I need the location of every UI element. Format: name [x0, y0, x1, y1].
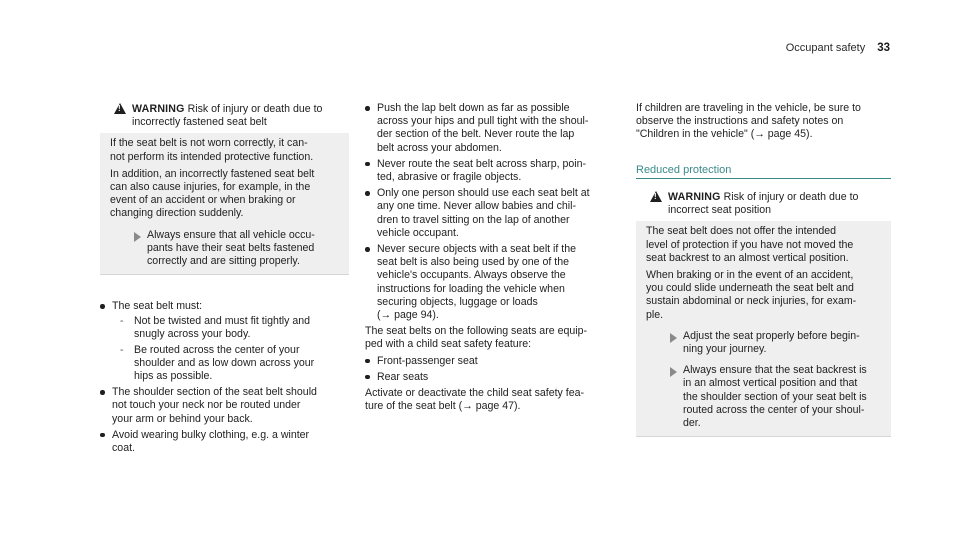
page-ref-link[interactable]: "Children in the vehicle" (→ page 45). [636, 128, 813, 141]
action-arrow-icon [670, 333, 677, 343]
action-arrow-icon [670, 367, 677, 377]
warning-header [100, 100, 349, 133]
paragraph: The seat belts on the following seats are equip- ped with a child seat safety feature: [365, 325, 588, 351]
warning-action: Adjust the seat properly before begin- ning your journey. [646, 330, 881, 356]
warning-paragraph: If the seat belt is not worn correctly, it can- not perform its intended protective function. [110, 137, 314, 163]
warning-box-seat-belt [100, 100, 349, 275]
page-number: 33 [877, 42, 890, 54]
list-item: Push the lap belt down as far as possible across your hips and pull tight with the shoul- der section of the belt. Never route the lap belt across your abdomen. [365, 102, 615, 155]
list-item: Never route the seat belt across sharp, poin- ted, abrasive or fragile objects. [365, 158, 615, 184]
warning-title-line: Risk of injury or death due to [723, 191, 859, 203]
section-title: Occupant safety [785, 42, 866, 54]
paragraph: Activate or deactivate the child seat safety fea- ture of the seat belt (→ page 47). [365, 387, 585, 413]
list-item: The seat belt must: - Not be twisted and must fit tightly and snugly across your body. - Be routed across the center of your shoulder and as low down across your hips as possible. [100, 300, 349, 383]
sub-list-item: - Not be twisted and must fit tightly and snugly across your body. [112, 315, 349, 341]
warning-action: Always ensure that the seat backrest is in an almost vertical position and that the shoulder section of your seat belt is routed across the center of your shoul- der. [646, 364, 881, 430]
warning-paragraph: When braking or in the event of an accident, you could slide underneath the seat belt and sustain abdominal or neck injuries, for exam- ple. [646, 269, 857, 321]
warning-paragraph: The seat belt does not offer the intended level of protection if you have not moved the seat backrest to an almost vertical position. [646, 225, 854, 264]
warning-header [636, 188, 891, 221]
page-header [786, 42, 890, 55]
warning-label: WARNING [132, 103, 185, 115]
warning-paragraph: In addition, an incorrectly fastened seat belt can also cause injuries, for example, in the event of an accident or when braking or changing direction suddenly. [110, 167, 315, 220]
warning-label: WARNING [668, 191, 721, 203]
warning-body [100, 133, 349, 274]
column-3-intro [636, 102, 891, 145]
warning-title-line: incorrectly fastened seat belt [132, 116, 267, 129]
list-item: The shoulder section of the seat belt should not touch your neck nor be routed under your arm or behind your back. [100, 386, 349, 426]
warning-body [636, 221, 891, 436]
warning-title-line: incorrect seat position [668, 204, 772, 217]
list-item: Avoid wearing bulky clothing, e.g. a winter coat. [100, 429, 349, 455]
section-heading: Reduced protection [636, 164, 732, 176]
column-1-list [100, 300, 349, 458]
warning-box-seat-position [636, 188, 891, 437]
warning-title-line: Risk of injury or death due to [187, 103, 323, 115]
list-item: Front-passenger seat [365, 355, 615, 368]
warning-triangle-icon [650, 191, 662, 202]
paragraph: If children are traveling in the vehicle, be sure to observe the instructions and safety notes on "Children in the vehicle" (→ page 45). [636, 102, 861, 141]
action-arrow-icon [134, 232, 141, 242]
heading-rule [636, 178, 891, 179]
list-item: Rear seats [365, 371, 615, 384]
list-item: Only one person should use each seat belt at any one time. Never allow babies and chil- dren to travel sitting on the lap of another vehicle occupant. [365, 187, 615, 240]
sub-list-item: - Be routed across the center of your shoulder and as low down across your hips as possible. [112, 344, 349, 384]
list-item: Never secure objects with a seat belt if the seat belt is also being used by one of the vehicle's occupants. Always observe the instructions for loading the vehicle when securing objects, luggage or loads (→ page 94). [365, 243, 615, 322]
page-ref-link[interactable]: (→ page 94). [377, 309, 439, 322]
page-ref-link[interactable]: ture of the seat belt (→ page 47). [365, 400, 521, 413]
warning-triangle-icon [114, 103, 126, 114]
column-2 [365, 102, 615, 416]
warning-action: Always ensure that all vehicle occu- pants have their seat belts fastened correctly and are sitting properly. [110, 229, 339, 269]
